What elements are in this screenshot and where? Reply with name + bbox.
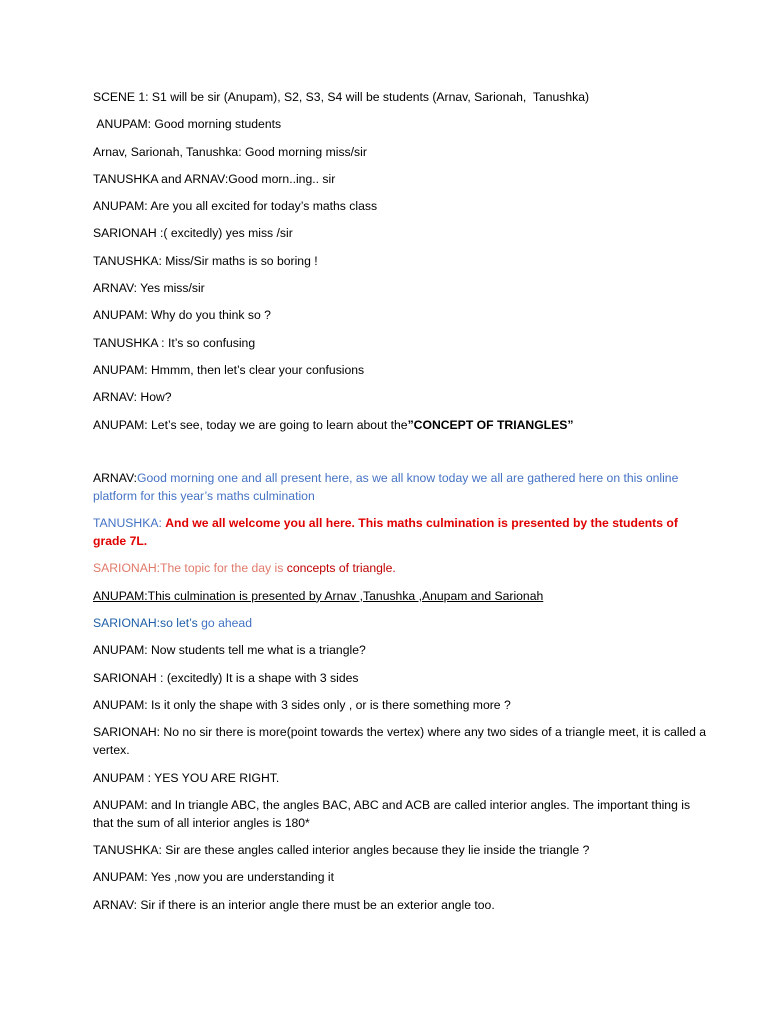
script-line: Arnav, Sarionah, Tanushka: Good morning miss/sir: [93, 144, 367, 159]
go-text: so let’s: [160, 616, 202, 631]
scene-heading: SCENE 1: S1 will be sir (Anupam), S2, S3, S4 will be students (Arnav, Sarionah, Tanushka): [93, 90, 590, 104]
script-line: TANUSHKA: Miss/Sir maths is so boring !: [93, 253, 318, 268]
dialogue-line: SARIONAH : (excitedly) It is a shape with 3 sides: [93, 670, 359, 685]
script-line: ANUPAM: Hmmm, then let’s clear your confusions: [93, 362, 365, 377]
script-line: ANUPAM: Good morning students: [93, 117, 282, 132]
topic-emphasis: ”CONCEPT OF TRIANGLES”: [407, 417, 574, 432]
script-line-topic: [93, 416, 708, 434]
dialogue-line: TANUSHKA: Sir are these angles called interior angles because they lie inside the triangle ?: [93, 843, 590, 858]
speaker-label: ARNAV:: [93, 470, 138, 485]
dialogue-line: ANUPAM : YES YOU ARE RIGHT.: [93, 770, 280, 785]
script-line: ANUPAM: Why do you think so ?: [93, 308, 271, 323]
script-line: TANUSHKA and ARNAV:Good morn..ing.. sir: [93, 171, 336, 186]
topic-emphasis: concepts of triangle.: [286, 561, 396, 576]
script-line: SARIONAH :( excitedly) yes miss /sir: [93, 226, 293, 241]
script-line: ARNAV: Yes miss/sir: [93, 281, 205, 296]
arnav-welcome: [93, 469, 708, 505]
dialogue-line: ANUPAM: and In triangle ABC, the angles BAC, ABC and ACB are called interior angles. The important thing is that the sum of all interior angles is 180*: [93, 797, 694, 830]
section-gap: [93, 443, 708, 469]
dialogue-line: ANUPAM: Now students tell me what is a triangle?: [93, 643, 366, 658]
welcome-text: And we all welcome you all here. This maths culmination is presented by the students of grade 7L.: [93, 516, 682, 549]
welcome-text: Good morning one and all present here, as we all know today we all are gathered here on this online platform for this year’s maths culmination: [93, 470, 682, 503]
line-prefix: ANUPAM: Let’s see, today we are going to learn about the: [93, 417, 408, 432]
speaker-label: TANUSHKA:: [93, 516, 166, 531]
tanushka-welcome: [93, 514, 708, 550]
sarionah-topic: [93, 559, 708, 577]
script-line: TANUSHKA : It’s so confusing: [93, 335, 256, 350]
speaker-label: SARIONAH:: [93, 561, 161, 576]
anupam-presenters: ANUPAM:This culmination is presented by Arnav ,Tanushka ,Anupam and Sarionah: [93, 588, 544, 603]
script-line: ARNAV: How?: [93, 390, 172, 405]
go-emphasis: go ahead: [201, 616, 252, 631]
dialogue-line: ANUPAM: Is it only the shape with 3 sides only , or is there something more ?: [93, 697, 511, 712]
script-line: ANUPAM: Are you all excited for today’s maths class: [93, 199, 378, 214]
speaker-label: SARIONAH:: [93, 616, 161, 631]
dialogue-line: ANUPAM: Yes ,now you are understanding it: [93, 870, 334, 885]
sarionah-go-ahead: [93, 614, 708, 632]
dialogue-line: SARIONAH: No no sir there is more(point towards the vertex) where any two sides of a triangle meet, it is called a vertex.: [93, 725, 710, 758]
topic-text: The topic for the day is: [160, 561, 287, 576]
dialogue-line: ARNAV: Sir if there is an interior angle there must be an exterior angle too.: [93, 897, 495, 912]
